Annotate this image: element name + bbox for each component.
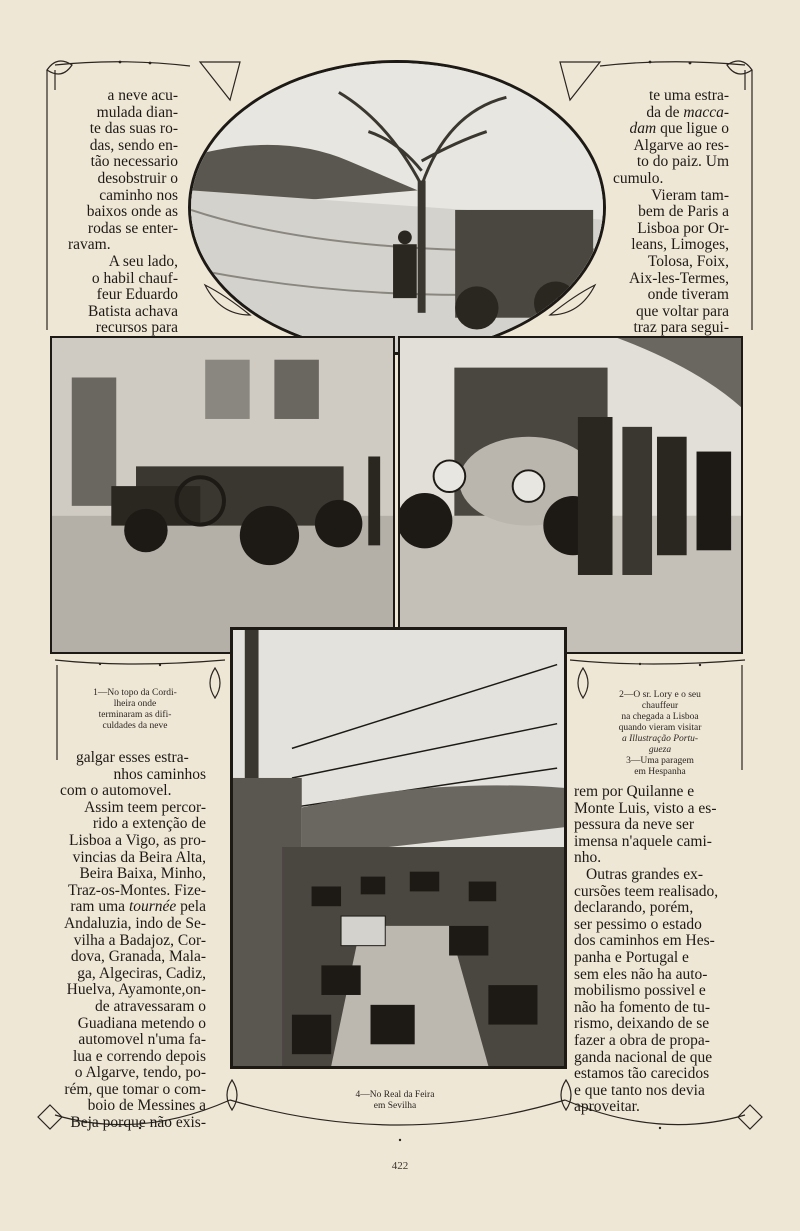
italic-word: tournée: [128, 898, 177, 916]
photo-seville-fair: [230, 627, 567, 1069]
caption-line: 2—O sr. Lory e o seu: [619, 690, 701, 700]
line: ga, Algeciras, Cadiz,: [77, 964, 206, 982]
line: Aix-les-Termes,: [628, 269, 729, 287]
caption-line: em Hespanha: [634, 767, 686, 777]
line: ravam.: [68, 236, 111, 254]
line: com o automovel.: [60, 782, 172, 800]
line: o habil chauf-: [91, 269, 178, 287]
line: das, sendo en-: [89, 136, 178, 154]
caption-line: terminaram as difi-: [98, 710, 172, 720]
line: não ha fomento de tu-: [574, 998, 711, 1016]
caption-line: culdades da neve: [102, 721, 168, 731]
caption-4: [320, 1090, 470, 1112]
line: feur Eduardo: [96, 286, 178, 304]
line: Beja porque não exis-: [70, 1114, 206, 1132]
line: automovel n'uma fa-: [78, 1031, 206, 1049]
line: declarando, porém,: [574, 899, 694, 917]
line: Tolosa, Foix,: [647, 252, 729, 270]
italic-caption: a Illustração Portu-: [622, 734, 698, 744]
line-part: da de: [646, 103, 684, 121]
line: de atravessaram o: [94, 997, 206, 1015]
line: Lisboa a Vigo, as pro-: [69, 831, 206, 849]
line: baixos onde as: [86, 203, 178, 221]
line: Vieram tam-: [651, 186, 729, 204]
caption-line: [585, 734, 735, 745]
line: Traz-os-Montes. Fize-: [67, 881, 206, 899]
italic-word: dam: [629, 120, 657, 138]
line: rido a extenção de: [92, 815, 206, 833]
line: estamos tão carecidos: [574, 1065, 710, 1083]
line: tão necessario: [90, 153, 178, 171]
line: cumulo.: [613, 169, 664, 187]
line: recursos para: [95, 319, 178, 337]
line: mulada dian-: [96, 103, 178, 121]
line: panha e Portugal e: [574, 948, 689, 966]
photo-group-with-car: [398, 336, 743, 654]
line: Lisboa por Or-: [637, 219, 729, 237]
line: ser pessimo o estado: [574, 915, 702, 933]
line: Huelva, Ayamonte,on-: [66, 981, 206, 999]
line: te das suas ro-: [89, 120, 178, 138]
line: rém, que tomar o com-: [64, 1080, 206, 1098]
page-number: 422: [391, 1160, 409, 1172]
line: vincias da Beira Alta,: [72, 848, 206, 866]
caption-line: chauffeur: [641, 701, 679, 711]
line: desobstruir o: [97, 169, 178, 187]
line: pessura da neve ser: [574, 816, 695, 834]
line: Assim teem percor-: [84, 798, 206, 816]
line: a neve acu-: [107, 87, 178, 104]
line: sem eles não ha auto-: [574, 965, 708, 983]
line: Outras grandes ex-: [586, 865, 704, 883]
line: fazer a obra de propa-: [574, 1031, 710, 1049]
caption-line: quando vieram visitar: [618, 723, 702, 733]
caption-1: [70, 688, 200, 732]
photo-snow-mountain: [188, 60, 606, 355]
line: rismo, deixando de se: [574, 1015, 710, 1033]
photo-car-building: [50, 336, 395, 654]
line: Andaluzia, indo de Se-: [63, 914, 206, 932]
line: bem de Paris a: [638, 203, 729, 221]
line: dos caminhos em Hes-: [574, 932, 715, 950]
line: leans, Limoges,: [631, 236, 729, 254]
line: nho.: [574, 849, 602, 867]
line: caminho nos: [99, 186, 178, 204]
caption-line: lheira onde: [113, 699, 157, 709]
line: o Algarve, tendo, po-: [74, 1064, 206, 1082]
text-column-top-right: [613, 88, 729, 337]
text-column-top-left: [68, 88, 178, 337]
line: A seu lado,: [108, 252, 178, 270]
line: Monte Luis, visto a es-: [574, 799, 717, 817]
line: e que tanto nos devia: [574, 1081, 705, 1099]
caption-2-3: [585, 690, 735, 778]
caption-line: 3—Uma paragem: [626, 756, 694, 766]
caption-line: em Sevilha: [373, 1101, 417, 1111]
line: dova, Granada, Mala-: [70, 948, 206, 966]
line: vilha a Badajoz, Cor-: [73, 931, 206, 949]
line: rodas se enter-: [87, 219, 178, 237]
italic-word: macca-: [683, 103, 729, 121]
caption-line: na chegada a Lisboa: [621, 712, 699, 722]
line: mobilismo possivel e: [574, 982, 706, 1000]
italic-caption: gueza: [648, 745, 672, 755]
line: Batista achava: [88, 302, 178, 320]
line: boio de Messines a: [87, 1097, 206, 1115]
text-column-bottom-right: [574, 784, 750, 1116]
line: te uma estra-: [648, 87, 729, 104]
line: Guadiana metendo o: [77, 1014, 206, 1032]
line: dam que ligue o: [629, 120, 729, 138]
line: lua e correndo depois: [73, 1047, 206, 1065]
caption-line: 4—No Real da Feira: [355, 1090, 435, 1100]
line: Algarve ao res-: [633, 136, 729, 154]
text-column-bottom-left: [60, 750, 206, 1132]
line: ram uma tournée pela: [70, 898, 206, 916]
line: nhos caminhos: [113, 765, 206, 783]
line: que voltar para: [636, 302, 729, 320]
line: aproveitar.: [574, 1098, 640, 1116]
line: rem por Quilanne e: [574, 783, 695, 800]
caption-line: [585, 745, 735, 756]
line: Beira Baixa, Minho,: [79, 865, 206, 883]
line: cursões teem realisado,: [574, 882, 719, 900]
line: to do paiz. Um: [636, 153, 729, 171]
line: imensa n'aquele cami-: [574, 832, 712, 850]
caption-line: 1—No topo da Cordi-: [93, 688, 177, 698]
line: ganda nacional de que: [574, 1048, 713, 1066]
line: galgar esses estra-: [76, 749, 189, 766]
line: traz para segui-: [633, 319, 729, 337]
line: [613, 105, 729, 122]
line: onde tiveram: [647, 286, 729, 304]
